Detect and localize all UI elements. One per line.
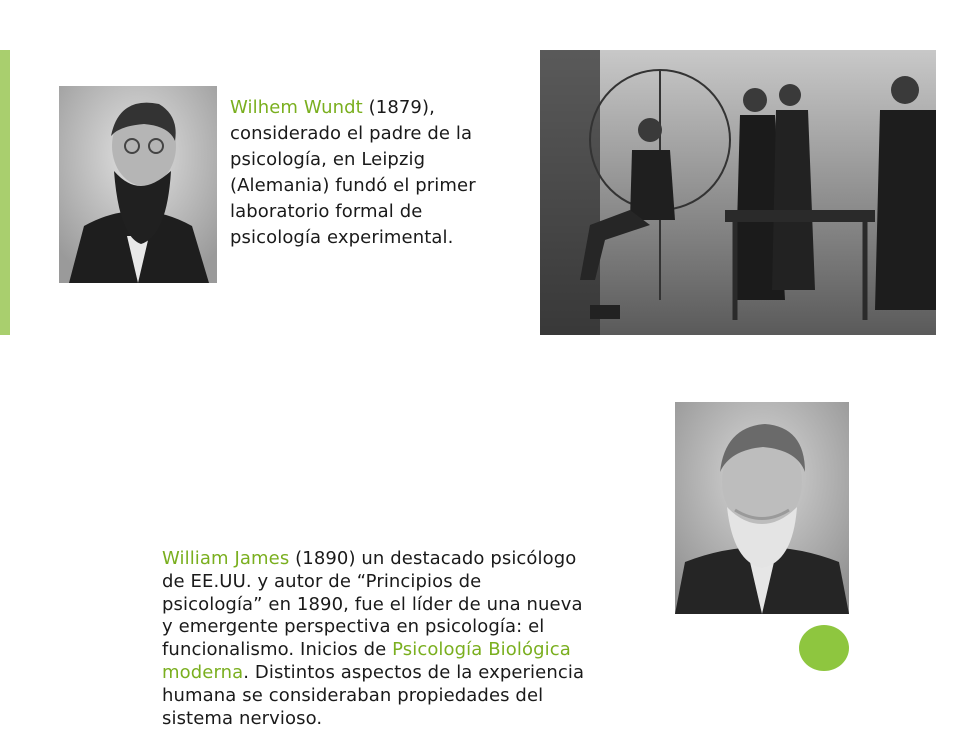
james-line: (1890) un destacado psicólogo	[289, 548, 577, 569]
james-line: humana se consideraban propiedades del	[162, 684, 544, 706]
left-accent-bar	[0, 50, 10, 335]
james-name: William James	[162, 548, 290, 569]
james-line: funcionalismo. Inicios de	[162, 639, 393, 661]
wundt-line: laboratorio formal de	[230, 201, 423, 222]
james-line: . Distintos aspectos de la experiencia	[243, 661, 585, 683]
wundt-name: Wilhem Wundt	[230, 97, 363, 118]
james-line: y emergente perspectiva en psicología: el	[162, 616, 545, 638]
laboratory-photo-image	[540, 50, 936, 335]
james-portrait-image	[675, 402, 849, 614]
wundt-line: psicología, en Leipzig	[230, 149, 426, 170]
wundt-portrait-image	[59, 86, 217, 283]
wundt-year: (1879),	[368, 97, 435, 118]
green-circle-decoration	[799, 625, 849, 671]
james-line: de EE.UU. y autor de “Principios de	[162, 570, 482, 592]
james-description	[162, 548, 662, 730]
james-highlight: Psicología Biológica	[392, 639, 571, 661]
james-line: psicología” en 1890, fue el líder de una nueva	[162, 593, 583, 615]
james-line: sistema nervioso.	[162, 707, 323, 729]
wundt-description	[230, 95, 530, 251]
wundt-line: (Alemania) fundó el primer	[230, 175, 476, 196]
wundt-line: considerado el padre de la	[230, 123, 473, 144]
james-highlight: moderna	[162, 661, 244, 683]
wundt-line: psicología experimental.	[230, 227, 454, 248]
